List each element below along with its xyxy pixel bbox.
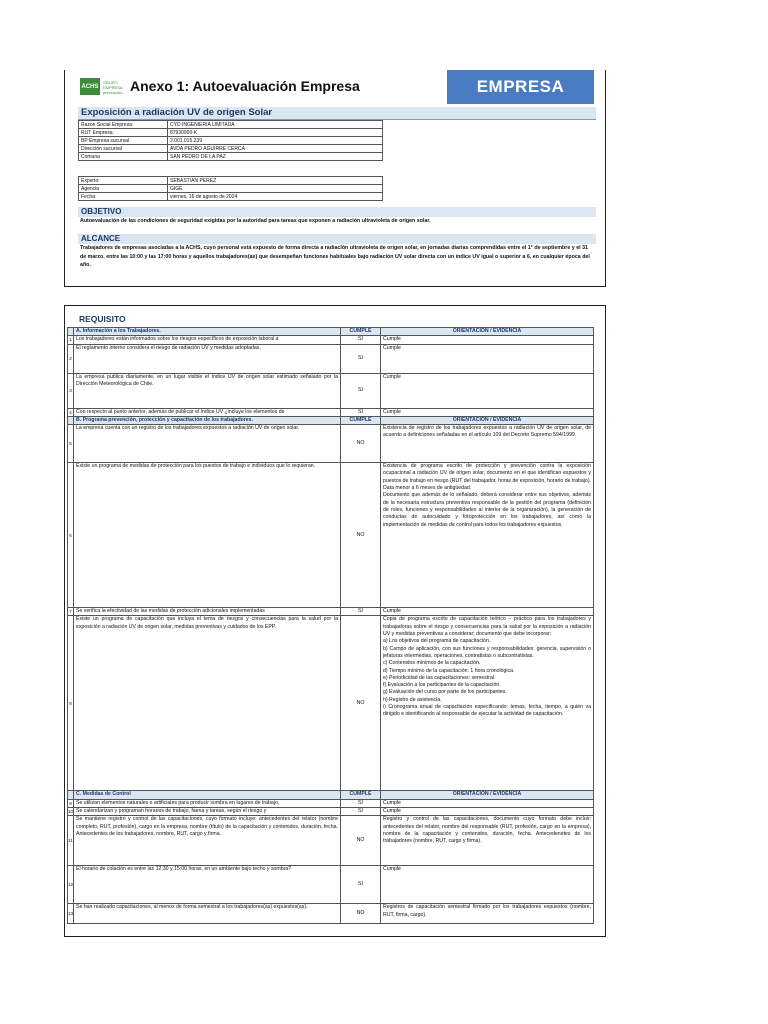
- cumple-value: SI: [341, 866, 381, 904]
- cumple-value: NO: [341, 463, 381, 608]
- requirement-text: Se verifica la efectividad de las medidas de protección adicionales implementadas: [74, 608, 341, 616]
- requirement-row: [68, 799, 594, 807]
- requirement-text: Con respecto al punto anterior, además de publicar el índice UV ¿incluye los elementos de: [74, 408, 341, 416]
- cumple-header: CUMPLE: [341, 416, 381, 424]
- visit-info-label: Experto:: [79, 177, 168, 185]
- visit-info-row: [79, 193, 383, 201]
- company-info-value: CYD INGENIERIA LIMITADA: [168, 121, 383, 129]
- requirement-row: [68, 816, 594, 866]
- requirement-number: 12: [68, 866, 74, 904]
- alcance-text: Trabajadores de empresas asociadas a la ACHS, cuyo personal está expuesto de forma directa a radiación ultravioleta de origen solar, en jornadas diarias comprendidas entre el 1° de septiembre y el 31 de marzo, entre las 10:00 y las 17:00 horas y aquellos trabajadores(as) que desempeñan funciones habituales bajo radiación UV solar directa con un índice UV igual o superior a 6, en cualquier época del año.: [80, 245, 590, 268]
- cumple-value: NO: [341, 425, 381, 463]
- alcance-heading: ALCANCE: [78, 234, 596, 244]
- company-info-label: RUT Empresa:: [79, 129, 168, 137]
- cumple-value: NO: [341, 616, 381, 791]
- company-info-row: [79, 153, 383, 161]
- company-info-label: Dirección sucursal: [79, 145, 168, 153]
- empresa-banner: EMPRESA: [447, 70, 594, 104]
- requirement-number: 10: [68, 809, 74, 815]
- company-info-value: 2.001.015.239: [168, 137, 383, 145]
- orientacion-text: Copia de programa escrito de capacitación teórico – práctico para los trabajadores y trabajadoras sobre el riesgo y consecuencias para la salud por la exposición a radiación UV y medidas preventivas a considerar; documento que debe incorporar: a) Los objetivos del programa de capacitación. b) Campo de aplicación, con sus funciones y responsabilidades: gerencia, supervisión o jefaturas intermedias, operaciones, contratistas o subcontratistas. c) Contenidos mínimos de la capacitación. d) Tiempo mínimo de la capacitación: 1 hora cronológica. e) Periodicidad de las capacitaciones: semestral. f) Evaluación a los participantes de la capacitación. g) Evaluación del curso por parte de los participantes. h) Registro de asistencia. i) Cronograma anual de capacitación especificando: temas, fecha, tiempo, a quién va dirigido e identificando al responsable de ejecutar la actividad de capacitación.: [381, 616, 594, 791]
- cumple-value: SI: [341, 344, 381, 373]
- requirement-row: [68, 616, 594, 791]
- requirement-number: 1: [69, 337, 72, 343]
- company-info-label: BP Empresa sucursal: [79, 137, 168, 145]
- visit-info-label: Agencia: [79, 185, 168, 193]
- requirement-row: [68, 808, 594, 816]
- cover-page: [64, 70, 606, 287]
- cumple-value: SI: [341, 608, 381, 616]
- orientacion-text: Cumple: [381, 344, 594, 373]
- orientacion-text: Cumple: [381, 373, 594, 408]
- orientacion-text: Cumple: [381, 336, 594, 344]
- requirement-number: 2: [68, 344, 74, 373]
- company-info-row: [79, 129, 383, 137]
- cumple-value: SI: [341, 336, 381, 344]
- requirement-text: Se han realizado capacitaciones, al menos de forma semestral a los trabajadores(as) expuestos(as).: [74, 904, 341, 924]
- document-title: Anexo 1: Autoevaluación Empresa: [130, 78, 360, 94]
- requirement-row: [68, 866, 594, 904]
- visit-info-table: [78, 176, 383, 201]
- orientacion-text: Registros de capacitación semestral firmado por los trabajadores expuestos (nombre, RUT, firma, cargo).: [381, 904, 594, 924]
- requirement-row: [68, 344, 594, 373]
- requirement-text: Los trabajadores están informados sobre los riesgos específicos de exposición laboral a: [74, 336, 341, 344]
- cumple-header: CUMPLE: [341, 791, 381, 799]
- requirement-text: La empresa publica diariamente, en un lugar visible el índice UV de origen solar estimado señalado por la Dirección Meteorológica de Chile.: [74, 373, 341, 408]
- achs-logo: [80, 78, 100, 95]
- requirement-text: La empresa cuenta con un registro de los trabajadores expuestos a radiación UV de origen solar.: [74, 425, 341, 463]
- logo-subtext: GRUPO EMPRESA prevención: [103, 80, 123, 95]
- visit-info-value: viernes, 16 de agosto de 2024: [168, 193, 383, 201]
- requirement-number: 13: [68, 904, 74, 924]
- orientacion-text: Registro y control de las capacitaciones, documento cuyo formato debe incluir: antecedentes del relator, nombre del responsable (RUT, profesión, cargo en la empresa), nombre de la capacitación y contenidos, duración, fecha. Antecedenetes de los trabajadores (nombre, RUT, cargo y firma).: [381, 816, 594, 866]
- orientacion-text: Cumple: [381, 608, 594, 616]
- requirement-row: [68, 408, 594, 416]
- logo-text: ACHS: [81, 83, 99, 90]
- cumple-value: NO: [341, 904, 381, 924]
- requirement-number: 8: [68, 616, 74, 791]
- company-info-value: AVDA PEDRO AGUIRRE CERCA: [168, 145, 383, 153]
- requirement-text: El reglamento interno considera el riesgo de radiación UV y medidas adoptadas.: [74, 344, 341, 373]
- company-info-value: SAN PEDRO DE LA PAZ: [168, 153, 383, 161]
- objetivo-text: Autoevaluación de las condiciones de seguridad exigidas por la autoridad para tareas que exponen a radiación ultravioleta de origen solar.: [80, 218, 431, 224]
- requirement-text: Existe un programa de capacitación que incluya el tema de riesgos y consecuencias para la salud por la exposición a radiación UV de origen solar, medidas preventivas y cuidados de los EPP.: [74, 616, 341, 791]
- company-info-table: [78, 120, 383, 161]
- requirement-text: Existe un programa de medidas de protección para los puestos de trabajo e individuos que lo requieran.: [74, 463, 341, 608]
- requirement-row: [68, 425, 594, 463]
- objetivo-heading: OBJETIVO: [78, 207, 596, 217]
- company-info-row: [79, 145, 383, 153]
- visit-info-label: Fecha:: [79, 193, 168, 201]
- section-title: A. Información a los Trabajadores.: [74, 328, 341, 336]
- cumple-header: CUMPLE: [341, 328, 381, 336]
- requirement-row: [68, 463, 594, 608]
- orientacion-text: Existencia de registro de los trabajadores expuestos a radiación UV de origen solar, de acuerdo a definiciones señaladas en el artículo 109 del Decreto Supremo 594/1999.: [381, 425, 594, 463]
- section-header-row: [68, 791, 594, 799]
- requirement-row: [68, 904, 594, 924]
- requirement-number: 7: [69, 609, 72, 615]
- requirement-row: [68, 373, 594, 408]
- section-title: C. Medidas de Control: [74, 791, 341, 799]
- orientacion-header: ORIENTACIÓN / EVIDENCIA: [381, 328, 594, 336]
- orientacion-text: Cumple: [381, 866, 594, 904]
- company-info-value: 87930900-K: [168, 129, 383, 137]
- requirements-page: [64, 305, 606, 937]
- requirement-number: 3: [68, 373, 74, 408]
- requirement-text: Se mantiene registro y control de las capacitaciones, cuyo formato incluye: antecedentes del relator (nombre completo, RUT, profesión), cargo en la empresa, nombre (título) de la capacitación y contenidos, duración, fecha. Antecedentes de los trabajadores, nombre, RUT, cargo y firma.: [74, 816, 341, 866]
- section-title: Exposición a radiación UV de origen Solar: [78, 107, 596, 120]
- visit-info-row: [79, 177, 383, 185]
- requirement-number: 5: [68, 425, 74, 463]
- requirement-text: El horario de colación es entre las 12:30 y 15:00 horas, en un ambiente bajo techo y sombra?: [74, 866, 341, 904]
- section-title: B. Programa prevención, protección y capacitación de los trabajadores.: [74, 416, 341, 424]
- requirement-text: Se calendarizan y programan horarios de trabajo, faena y tareas, según el riesgo y: [74, 808, 341, 816]
- section-header-row: [68, 416, 594, 424]
- requirement-number: 11: [68, 816, 74, 866]
- orientacion-header: ORIENTACIÓN / EVIDENCIA: [381, 416, 594, 424]
- company-info-label: Razon Social Empresa:: [79, 121, 168, 129]
- requirement-row: [68, 336, 594, 344]
- visit-info-value: SEBASTIAN PEREZ: [168, 177, 383, 185]
- cumple-value: NO: [341, 816, 381, 866]
- company-info-row: [79, 121, 383, 129]
- section-header-row: [68, 328, 594, 336]
- cumple-value: SI: [341, 408, 381, 416]
- requirement-number: 4: [69, 409, 72, 415]
- cumple-value: SI: [341, 808, 381, 816]
- requirement-row: [68, 608, 594, 616]
- company-info-row: [79, 137, 383, 145]
- visit-info-value: GIGE: [168, 185, 383, 193]
- orientacion-text: Existencia de programa escrito de protección y prevención contra la exposición ocupacional a radiación UV de origen solar, documento en el que identifican expuestos y puestos de trabajo en riesgo (RUT del trabajador, horas de exposición, horario de trabajo). Data menor a 6 meses de antigüedad. Documento que además de lo señalado, deberá considerar entre sus objetivos, además de la necesaria estructura preventiva responsable de la gestión del programa (definición de roles, funciones y responsabilidades al interior de la organización), la generación de conductas de autocuidado y fotoprotección en los trabajadores, así como la implementación de medidas de control para todos los trabajadores expuestos.: [381, 463, 594, 608]
- orientacion-text: Cumple: [381, 808, 594, 816]
- requisito-title: REQUISITO: [79, 314, 126, 324]
- orientacion-text: Cumple: [381, 799, 594, 807]
- requirement-text: Se utilizan elementos naturales o artificiales para producir sombra en lugares de trabajo,: [74, 799, 341, 807]
- requirement-number: 6: [68, 463, 74, 608]
- orientacion-text: Cumple: [381, 408, 594, 416]
- company-info-label: Comuna: [79, 153, 168, 161]
- visit-info-row: [79, 185, 383, 193]
- cumple-value: SI: [341, 799, 381, 807]
- requirement-number: 9: [69, 800, 72, 806]
- cumple-value: SI: [341, 373, 381, 408]
- orientacion-header: ORIENTACIÓN / EVIDENCIA: [381, 791, 594, 799]
- requirements-table: [67, 327, 594, 924]
